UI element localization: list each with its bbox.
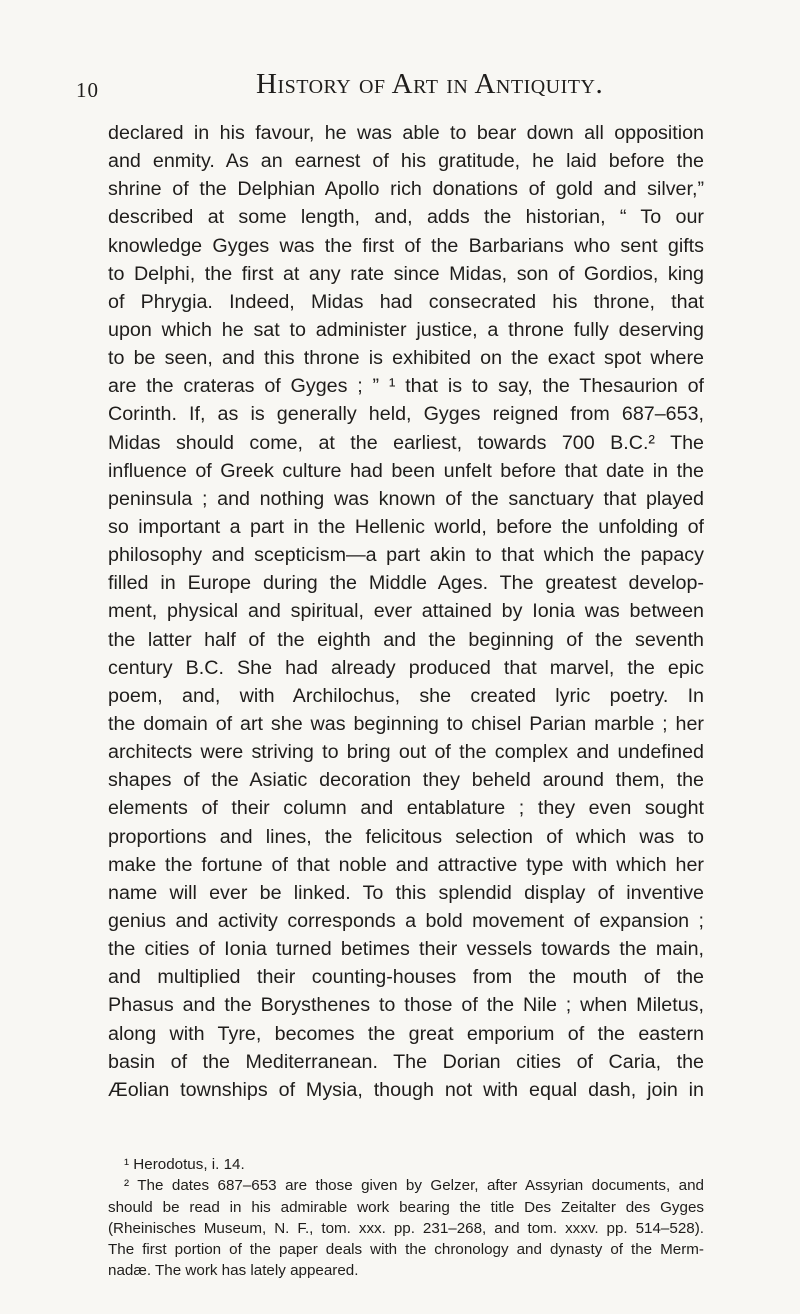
footnote-2-line: should be read in his admirable work bearing the title Des Zeitalter des Gyges bbox=[108, 1198, 704, 1216]
footnotes bbox=[108, 1154, 704, 1282]
running-title: History of Art in Antiquity. bbox=[256, 68, 604, 100]
body-line: shrine of the Delphian Apollo rich donations of gold and silver,” bbox=[108, 178, 704, 201]
body-line: upon which he sat to administer justice, a throne fully deserving bbox=[108, 318, 704, 341]
body-line: filled in Europe during the Middle Ages. The greatest develop- bbox=[108, 572, 704, 595]
body-line: century B.C. She had already produced that marvel, the epic bbox=[108, 656, 704, 679]
footnote-2-line: nadæ. The work has lately appeared. bbox=[108, 1262, 359, 1280]
body-line: elements of their column and entablature ; they even sought bbox=[108, 797, 704, 820]
body-line: to Delphi, the first at any rate since Midas, son of Gordios, king bbox=[108, 262, 704, 285]
body-line: of Phrygia. Indeed, Midas had consecrated his throne, that bbox=[108, 290, 704, 313]
body-line: to be seen, and this throne is exhibited on the exact spot where bbox=[108, 347, 704, 370]
body-line: along with Tyre, becomes the great emporium of the eastern bbox=[108, 1022, 704, 1045]
footnote-1: ¹ Herodotus, i. 14. bbox=[124, 1156, 245, 1173]
footnote-2-line: (Rheinisches Museum, N. F., tom. xxx. pp. 231–268, and tom. xxxv. pp. 514–528). bbox=[108, 1219, 704, 1237]
body-line: described at some length, and, adds the historian, “ To our bbox=[108, 206, 704, 229]
body-line: basin of the Mediterranean. The Dorian cities of Caria, the bbox=[108, 1050, 704, 1073]
body-line: proportions and lines, the felicitous selection of which was to bbox=[108, 825, 704, 848]
body-line: Corinth. If, as is generally held, Gyges reigned from 687–653, bbox=[108, 403, 704, 426]
body-line: name will ever be linked. To this splendid display of inventive bbox=[108, 881, 704, 904]
body-line: declared in his favour, he was able to bear down all opposition bbox=[108, 122, 704, 144]
body-line: Midas should come, at the earliest, towards 700 B.C.² The bbox=[108, 431, 704, 454]
body-line: make the fortune of that noble and attractive type with which her bbox=[108, 853, 704, 876]
body-line: shapes of the Asiatic decoration they beheld around them, the bbox=[108, 769, 704, 792]
running-head bbox=[76, 68, 726, 108]
body-line: knowledge Gyges was the first of the Barbarians who sent gifts bbox=[108, 234, 704, 257]
body-text bbox=[108, 119, 704, 1104]
body-line: architects were striving to bring out of the complex and undefined bbox=[108, 741, 704, 764]
body-line: the domain of art she was beginning to chisel Parian marble ; her bbox=[108, 712, 704, 735]
body-line: Æolian townships of Mysia, though not with equal dash, join in bbox=[108, 1078, 704, 1101]
body-line: poem, and, with Archilochus, she created lyric poetry. In bbox=[108, 684, 704, 707]
body-line: and enmity. As an earnest of his gratitude, he laid before the bbox=[108, 150, 704, 173]
page-number: 10 bbox=[76, 78, 99, 102]
body-line: so important a part in the Hellenic world, before the unfolding of bbox=[108, 515, 704, 538]
body-line: Phasus and the Borysthenes to those of the Nile ; when Miletus, bbox=[108, 994, 704, 1017]
body-line: genius and activity corresponds a bold movement of expansion ; bbox=[108, 909, 704, 932]
body-line: philosophy and scepticism—a part akin to that which the papacy bbox=[108, 544, 704, 567]
body-line: peninsula ; and nothing was known of the sanctuary that played bbox=[108, 487, 704, 510]
body-line: the latter half of the eighth and the beginning of the seventh bbox=[108, 628, 704, 651]
body-line: the cities of Ionia turned betimes their vessels towards the main, bbox=[108, 938, 704, 961]
body-line: and multiplied their counting-houses from the mouth of the bbox=[108, 966, 704, 989]
body-line: influence of Greek culture had been unfelt before that date in the bbox=[108, 459, 704, 482]
body-line: are the crateras of Gyges ; ” ¹ that is to say, the Thesaurion of bbox=[108, 375, 704, 398]
footnote-2-line: ² The dates 687–653 are those given by Gelzer, after Assyrian documents, and bbox=[124, 1177, 704, 1195]
footnote-2-line: The first portion of the paper deals with the chronology and dynasty of the Merm- bbox=[108, 1241, 704, 1259]
body-line: ment, physical and spiritual, ever attained by Ionia was between bbox=[108, 600, 704, 623]
